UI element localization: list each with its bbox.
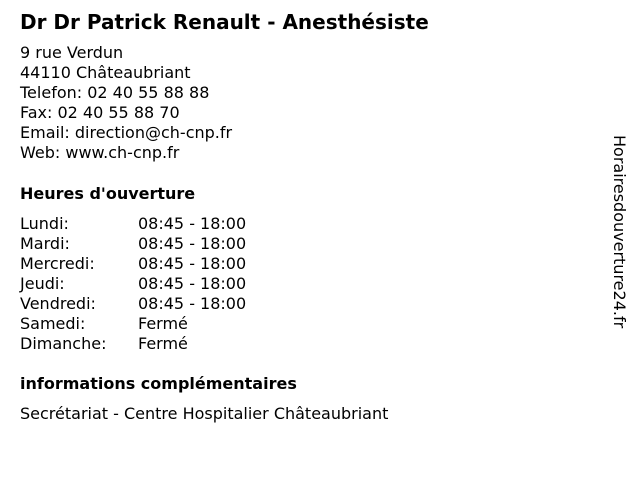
info-text: Secrétariat - Centre Hospitalier Châteaubriant	[20, 404, 389, 423]
day-time: Fermé	[138, 314, 188, 333]
day-label: Samedi:	[20, 314, 86, 333]
email-line: Email: direction@ch-cnp.fr	[20, 123, 233, 142]
hours-row-thursday	[20, 274, 246, 294]
hours-heading: Heures d'ouverture	[20, 184, 196, 203]
info-heading: informations complémentaires	[20, 374, 297, 393]
day-label: Mardi:	[20, 234, 70, 253]
site-watermark: Horairesdouverture24.fr	[610, 135, 629, 329]
day-time: Fermé	[138, 334, 188, 353]
day-label: Lundi:	[20, 214, 69, 233]
web-line: Web: www.ch-cnp.fr	[20, 143, 180, 162]
hours-row-saturday	[20, 314, 246, 334]
hours-row-sunday	[20, 334, 246, 354]
fax-line: Fax: 02 40 55 88 70	[20, 103, 180, 122]
day-time: 08:45 - 18:00	[138, 294, 247, 313]
phone-line: Telefon: 02 40 55 88 88	[20, 83, 210, 102]
day-time: 08:45 - 18:00	[138, 214, 247, 233]
address-street: 9 rue Verdun	[20, 43, 124, 62]
address-city: 44110 Châteaubriant	[20, 63, 191, 82]
day-label: Dimanche:	[20, 334, 107, 353]
hours-row-monday	[20, 214, 246, 234]
day-label: Jeudi:	[20, 274, 65, 293]
day-time: 08:45 - 18:00	[138, 234, 247, 253]
day-time: 08:45 - 18:00	[138, 254, 247, 273]
hours-row-tuesday	[20, 234, 246, 254]
day-time: 08:45 - 18:00	[138, 274, 247, 293]
day-label: Vendredi:	[20, 294, 96, 313]
hours-row-friday	[20, 294, 246, 314]
page-title: Dr Dr Patrick Renault - Anesthésiste	[20, 10, 429, 34]
day-label: Mercredi:	[20, 254, 95, 273]
contact-block	[20, 43, 232, 163]
hours-row-wednesday	[20, 254, 246, 274]
hours-table	[20, 214, 246, 354]
